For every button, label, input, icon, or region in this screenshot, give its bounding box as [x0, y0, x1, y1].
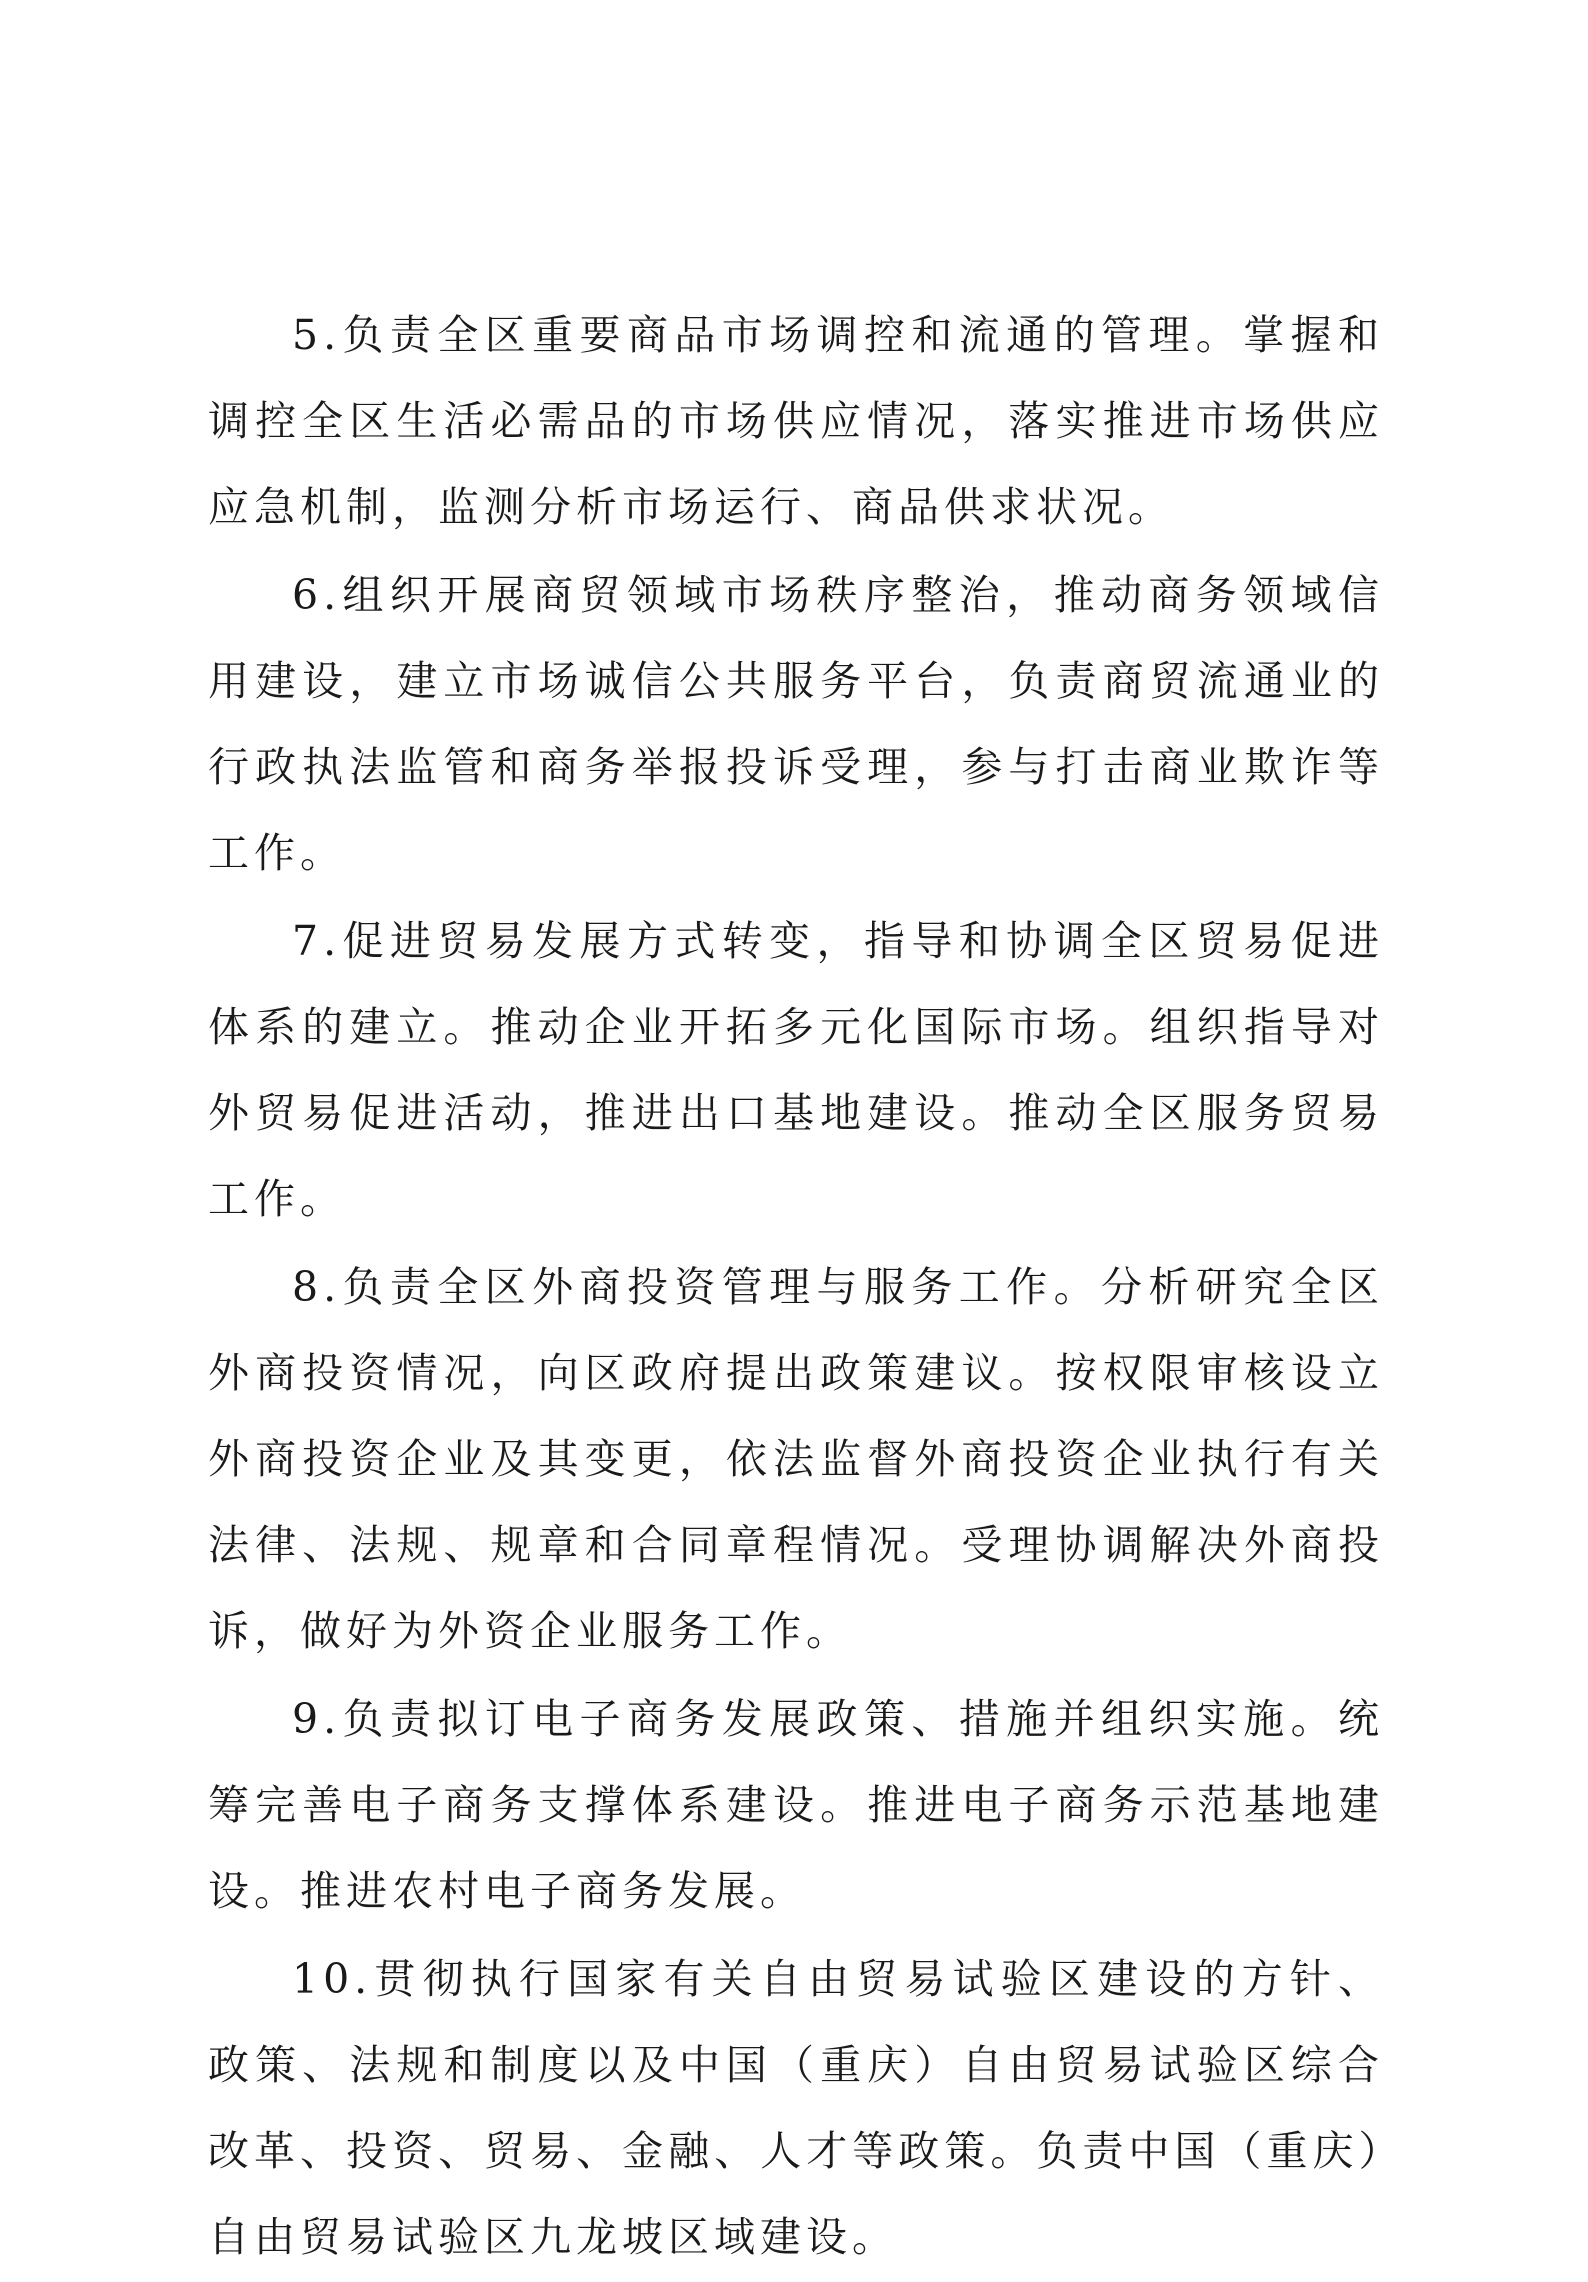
paragraph-item-6: 6.组织开展商贸领域市场秩序整治，推动商务领域信用建设，建立市场诚信公共服务平台，负责商贸流通业的行政执法监管和商务举报投诉受理，参与打击商业欺诈等工作。 [208, 571, 1384, 877]
paragraph-item-7: 7.促进贸易发展方式转变，指导和协调全区贸易促进体系的建立。推动企业开拓多元化国际市场。组织指导对外贸易促进活动，推进出口基地建设。推动全区服务贸易工作。 [208, 917, 1384, 1223]
document-body [208, 292, 1384, 2282]
paragraph-item-8: 8.负责全区外商投资管理与服务工作。分析研究全区外商投资情况，向区政府提出政策建议。按权限审核设立外商投资企业及其变更，依法监督外商投资企业执行有关法律、法规、规章和合同章程情况。受理协调解决外商投诉，做好为外资企业服务工作。 [208, 1263, 1384, 1655]
paragraph-item-10: 10.贯彻执行国家有关自由贸易试验区建设的方针、政策、法规和制度以及中国（重庆）自由贸易试验区综合改革、投资、贸易、金融、人才等政策。负责中国（重庆）自由贸易试验区九龙坡区域建设。 [208, 1955, 1384, 2261]
paragraph-item-5: 5.负责全区重要商品市场调控和流通的管理。掌握和调控全区生活必需品的市场供应情况，落实推进市场供应应急机制，监测分析市场运行、商品供求状况。 [208, 311, 1384, 531]
paragraph-item-9: 9.负责拟订电子商务发展政策、措施并组织实施。统筹完善电子商务支撑体系建设。推进电子商务示范基地建设。推进农村电子商务发展。 [208, 1695, 1384, 1915]
